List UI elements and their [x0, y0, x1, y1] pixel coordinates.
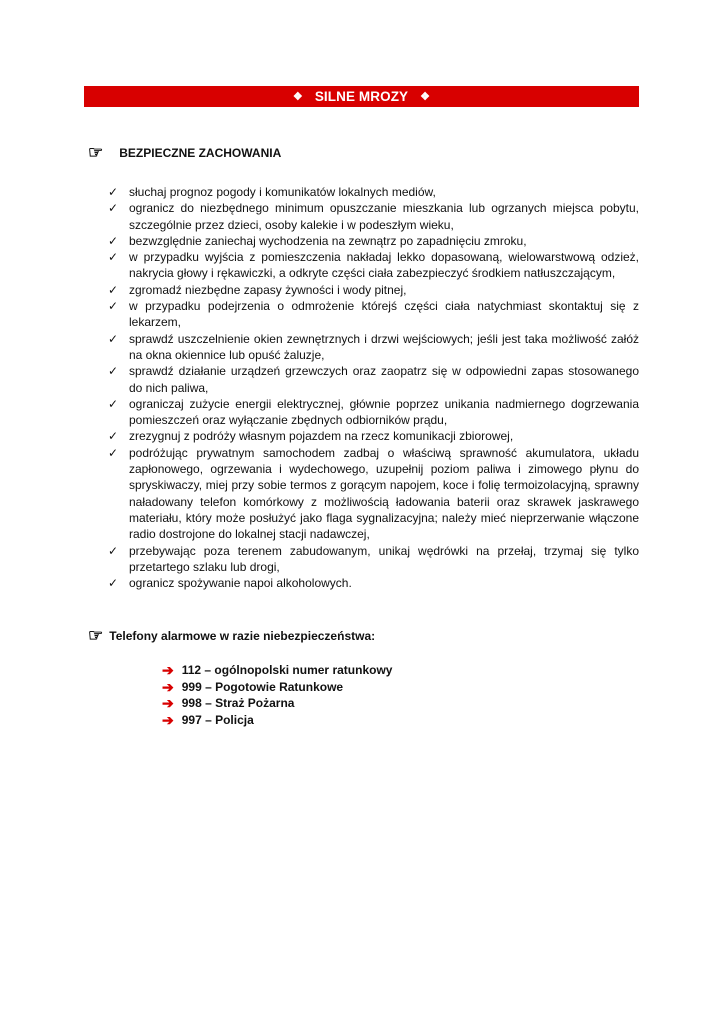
list-item: ✓ sprawdź działanie urządzeń grzewczych oraz zaopatrz się w odpowiedni zapas stosowanego do nich paliwa, — [108, 364, 639, 395]
checkmark-icon: ✓ — [108, 185, 119, 199]
checkmark-icon: ✓ — [108, 445, 119, 460]
list-item: ✓ ogranicz do niezbędnego minimum opuszczanie mieszkania lub ogrzanych miejsca pobytu, szczególnie przez dzieci, osoby kalekie i w podeszłym wieku, — [108, 201, 639, 232]
list-item: ✓ słuchaj prognoz pogody i komunikatów lokalnych mediów, — [108, 185, 436, 199]
pointing-hand-icon: ☞ — [88, 626, 104, 645]
checkmark-icon: ✓ — [108, 233, 119, 248]
title-banner — [84, 86, 639, 107]
checkmark-icon: ✓ — [108, 282, 119, 297]
checkmark-icon: ✓ — [108, 543, 119, 558]
checkmark-icon: ✓ — [108, 576, 119, 591]
list-item: ➔ 997 – Policja — [162, 711, 254, 728]
red-arrow-icon: ➔ — [162, 678, 174, 695]
red-arrow-icon: ➔ — [162, 695, 174, 712]
checkmark-icon: ✓ — [108, 250, 119, 265]
list-item: ✓ podróżując prywatnym samochodem zadbaj o właściwą sprawność akumulatora, układu zapłonowego, ogrzewania i wydechowego, uzupełnij poziom paliwa i zimowego płynu do spryskiwaczy, miej przy sobie termos z gorącym napojem, koce i folię termoizolacyjną, sprawny naładowany telefon komórkowy z możliwością ładowania baterii oraz skrawek jaskrawego materiału, który może posłużyć jako flaga sygnalizacyjna; należy mieć nieprzerwanie włączone radio dostrojone do lokalnej stacji nadawczej, — [108, 445, 639, 542]
checkmark-icon: ✓ — [108, 429, 119, 444]
checkmark-icon: ✓ — [108, 396, 119, 411]
red-arrow-icon: ➔ — [162, 711, 174, 728]
checkmark-icon: ✓ — [108, 201, 119, 216]
section-heading-text: Telefony alarmowe w razie niebezpieczeństwa: — [109, 628, 376, 643]
red-arrow-icon: ➔ — [162, 662, 174, 679]
pointing-hand-icon: ☞ — [88, 143, 104, 162]
list-item: ➔ 112 – ogólnopolski numer ratunkowy — [162, 662, 393, 679]
section-heading-safe-behaviour — [88, 144, 281, 161]
list-item: ✓ ograniczaj zużycie energii elektrycznej, głównie poprzez unikania nadmiernego dogrzewania pomieszczeń oraz wyłączanie zbędnych odbiorników prądu, — [108, 396, 639, 428]
list-item: ✓ w przypadku wyjścia z pomieszczenia nakładaj lekko dopasowaną, wielowarstwową odzież, nakrycia głowy i rękawiczki, a odkryte części ciała zabezpieczyć środkiem natłuszczającym, — [108, 250, 639, 281]
list-item: ✓ zrezygnuj z podróży własnym pojazdem na rzecz komunikacji zbiorowej, — [108, 429, 514, 444]
emergency-phone-list — [162, 662, 392, 728]
page-title: SILNE MROZY — [314, 89, 409, 104]
list-item: ✓ ogranicz spożywanie napoi alkoholowych. — [108, 576, 352, 591]
list-item: ✓ przebywając poza terenem zabudowanym, unikaj wędrówki na przełaj, trzymaj się tylko przetartego szlaku lub drogi, — [108, 543, 639, 574]
list-item: ✓ w przypadku podejrzenia o odmrożenie którejś części ciała natychmiast skontaktuj się z lekarzem, — [108, 299, 639, 330]
list-item: ➔ 999 – Pogotowie Ratunkowe — [162, 678, 344, 695]
checkmark-icon: ✓ — [108, 364, 119, 379]
list-item: ✓ zgromadź niezbędne zapasy żywności i wody pitnej, — [108, 282, 407, 297]
diamond-ornament-icon: ❖ — [420, 91, 431, 103]
checkmark-icon: ✓ — [108, 299, 119, 314]
list-item: ✓ sprawdź uszczelnienie okien zewnętrznych i drzwi wejściowych; jeśli jest taka możliwość załóż na okna okiennice lub opuść żaluzje, — [108, 331, 639, 362]
section-heading-emergency-phones — [88, 627, 375, 644]
checkmark-icon: ✓ — [108, 331, 119, 346]
list-item: ➔ 998 – Straż Pożarna — [162, 695, 295, 712]
diamond-ornament-icon: ❖ — [292, 91, 303, 103]
safety-rules-list — [108, 184, 639, 591]
list-item: ✓ bezwzględnie zaniechaj wychodzenia na zewnątrz po zapadnięciu zmroku, — [108, 233, 527, 248]
section-heading-text: BEZPIECZNE ZACHOWANIA — [119, 145, 282, 160]
